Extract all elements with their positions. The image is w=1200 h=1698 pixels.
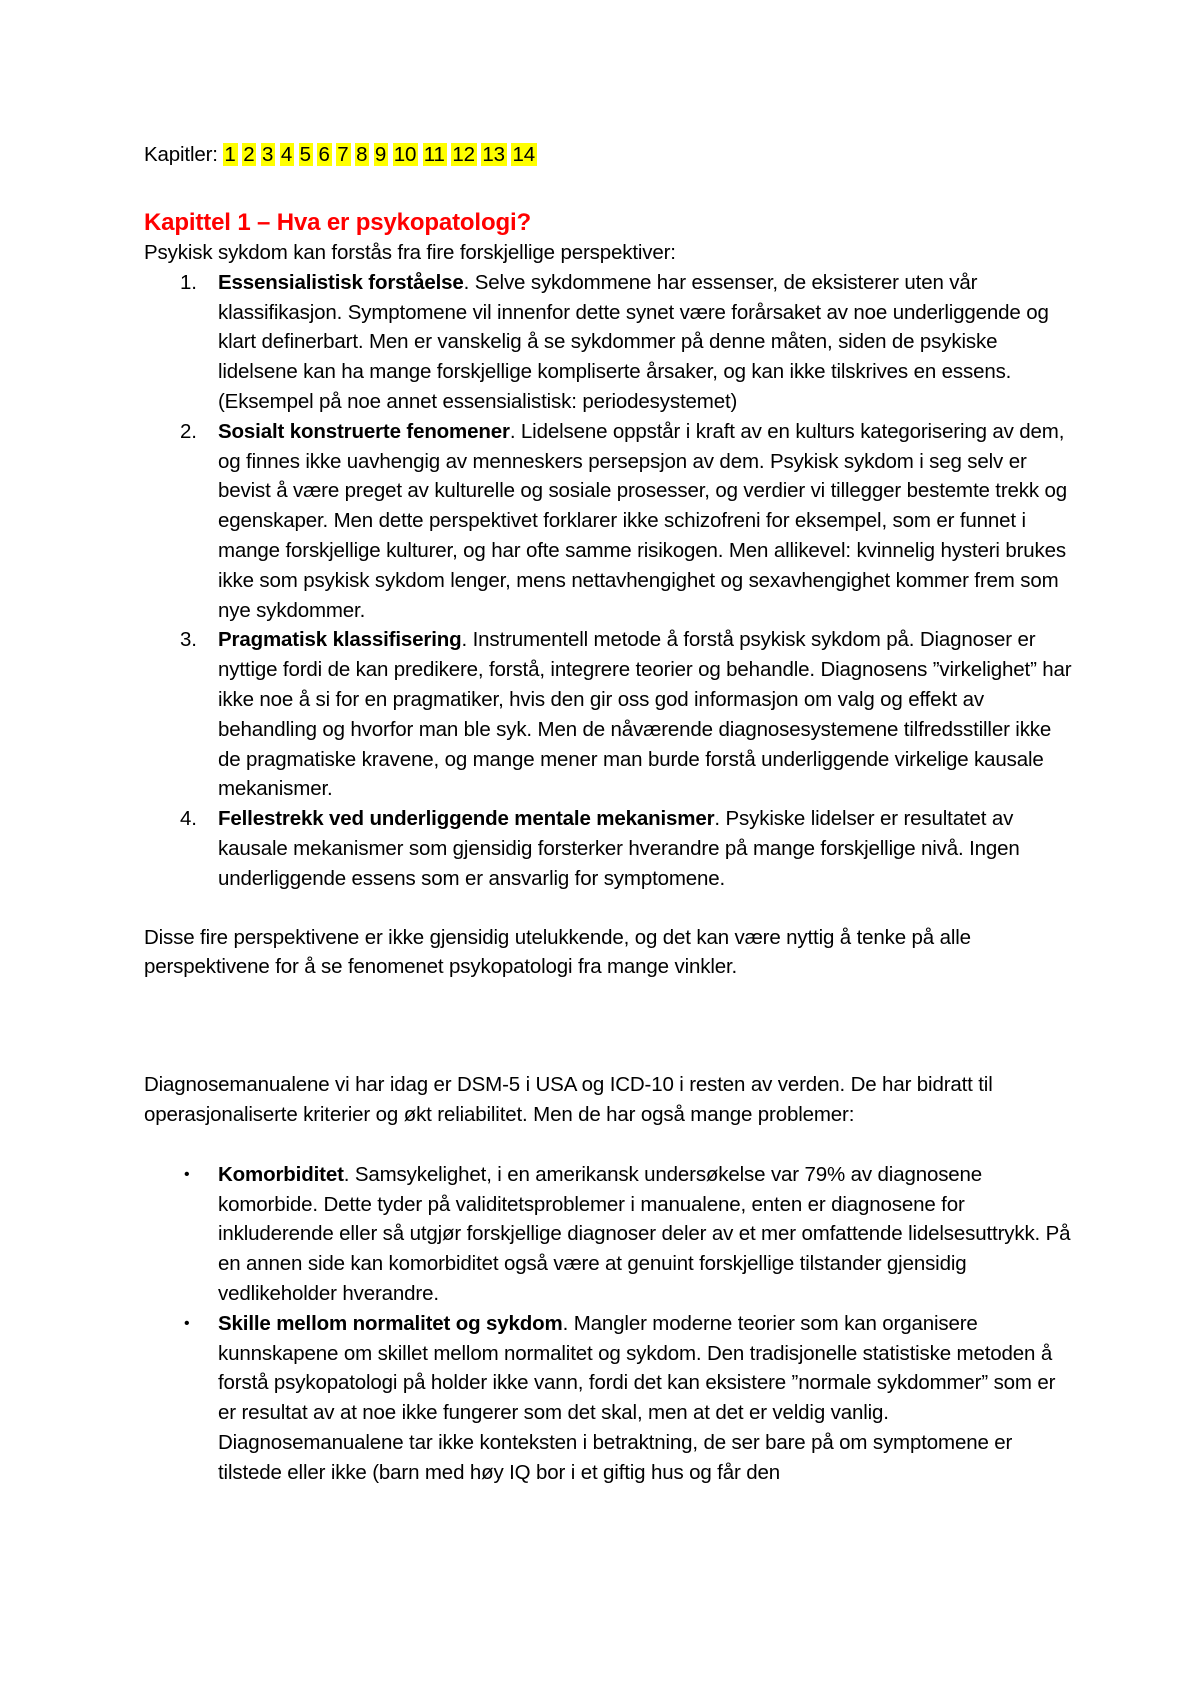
document-content: [144, 140, 1074, 1487]
list-item: [144, 417, 1074, 626]
chapter-link-5[interactable]: 5: [299, 143, 311, 166]
manuals-intro: Diagnosemanualene vi har idag er DSM-5 i USA og ICD-10 i resten av verden. De har bidratt til operasjonaliserte kriterier og økt reliabilitet. Men de har også mange problemer:: [144, 1073, 993, 1126]
list-item-term: Pragmatisk klassifisering: [218, 628, 462, 652]
chapter-link-12[interactable]: 12: [452, 143, 475, 166]
list-number: 1.: [180, 270, 197, 294]
chapter-link-1[interactable]: 1: [224, 143, 236, 166]
list-item-term: Fellestrekk ved underliggende mentale mekanismer: [218, 807, 715, 831]
perspectives-summary: Disse fire perspektivene er ikke gjensidig utelukkende, og det kan være nyttig å tenke på alle perspektivene for å se fenomenet psykopatologi fra mange vinkler.: [144, 925, 971, 979]
chapter-link-14[interactable]: 14: [512, 143, 535, 166]
list-item-term: Komorbiditet: [218, 1162, 344, 1186]
list-item-term: Sosialt konstruerte fenomener: [218, 419, 510, 443]
list-number: 3.: [180, 628, 197, 652]
list-item-text: . Lidelsene oppstår i kraft av en kulturs kategorisering av dem, og finnes ikke uavhengig av menneskers persepsjon av dem. Psykisk sykdom i seg selv er bevist å være preget av kulturelle og sosiale prosesser, og verdier vi tillegger bestemte trekk og egenskaper. Men dette perspektivet forklarer ikke schizofreni for eksempel, som er funnet i mange forskjellige kulturer, og har ofte samme risikogen. Men allikevel: kvinnelig hysteri brukes ikke som psykisk sykdom lenger, mens nettavhengighet og sexavhengighet kommer frem som nye sykdommer.: [218, 419, 1068, 622]
list-item: [144, 625, 1074, 804]
perspectives-intro: Psykisk sykdom kan forstås fra fire forskjellige perspektiver:: [144, 241, 676, 264]
list-item-text: . Samsykelighet, i en amerikansk undersøkelse var 79% av diagnosene komorbide. Dette tyder på validitetsproblemer i manualene, enten er diagnosene for inkluderende eller så utgjør forskjellige diagnoser deler av et mer omfattende lidelsesuttrykk. På en annen side kan komorbiditet også være at genuint forskjellige tilstander gjensidig vedlikeholder hverandre.: [218, 1162, 1071, 1305]
chapter-link-13[interactable]: 13: [482, 143, 505, 166]
list-item-term: Skille mellom normalitet og sykdom: [218, 1311, 563, 1335]
list-item-text: . Selve sykdommene har essenser, de eksisterer uten vår klassifikasjon. Symptomene vil innenfor dette synet være forårsaket av noe underliggende og klart definerbart. Men er vanskelig å se sykdommer på denne måten, siden de psykiske lidelsene kan ha mange forskjellige kompliserte årsaker, og kan ikke tilskrives en essens. (Eksempel på noe annet essensialistisk: periodesystemet): [218, 270, 1049, 413]
list-item-text: . Psykiske lidelser er resultatet av kausale mekanismer som gjensidig forsterker hverandre på mange forskjellige nivå. Ingen underliggende essens som er ansvarlig for symptomene.: [218, 807, 1020, 890]
list-item-term: Essensialistisk forståelse: [218, 270, 464, 294]
chapter-link-11[interactable]: 11: [423, 143, 445, 166]
chapter-nav-label: Kapitler:: [144, 143, 218, 166]
chapter-link-3[interactable]: 3: [262, 143, 274, 166]
bullet-icon: •: [184, 1314, 190, 1332]
list-item-text: . Instrumentell metode å forstå psykisk sykdom på. Diagnoser er nyttige fordi de kan predikere, forstå, integrere teorier og behandle. Diagnosens ”virkelighet” har ikke noe å si for en pragmatiker, hvis den gir oss god informasjon om valg og effekt av behandling og hvorfor man ble syk. Men de nåværende diagnosesystemene tilfredsstiller ikke de pragmatiske kravene, og mange mener man burde forstå underliggende virkelige kausale mekanismer.: [218, 628, 1072, 801]
list-number: 2.: [180, 419, 197, 443]
chapter-navigation: [144, 140, 1074, 170]
chapter-link-8[interactable]: 8: [356, 143, 368, 166]
chapter-heading: Kapittel 1 – Hva er psykopatologi?: [144, 209, 531, 236]
list-item: [144, 268, 1074, 417]
list-item-text: . Mangler moderne teorier som kan organisere kunnskapene om skillet mellom normalitet og sykdom. Den tradisjonelle statistiske metoden å forstå psykopatologi på holder ikke vann, fordi det kan eksistere ”normale sykdommer” som er er resultat av at noe ikke fungerer som det skal, men at det er veldig vanlig. Diagnosemanualene tar ikke konteksten i betraktning, de ser bare på om symptomene er tilstede eller ikke (barn med høy IQ bor i et giftig hus og får den: [218, 1311, 1056, 1484]
list-number: 4.: [180, 807, 197, 831]
perspectives-list: [144, 268, 1074, 894]
list-item: [144, 804, 1074, 893]
chapter-link-4[interactable]: 4: [280, 143, 293, 166]
chapter-link-7[interactable]: 7: [337, 143, 349, 166]
chapter-link-2[interactable]: 2: [243, 143, 255, 166]
list-item: [144, 1309, 1074, 1488]
chapter-link-9[interactable]: 9: [374, 143, 387, 166]
problems-list: [144, 1160, 1074, 1488]
bullet-icon: •: [184, 1165, 190, 1183]
list-item: [144, 1160, 1074, 1309]
chapter-link-6[interactable]: 6: [318, 143, 330, 166]
chapter-link-10[interactable]: 10: [393, 143, 417, 166]
